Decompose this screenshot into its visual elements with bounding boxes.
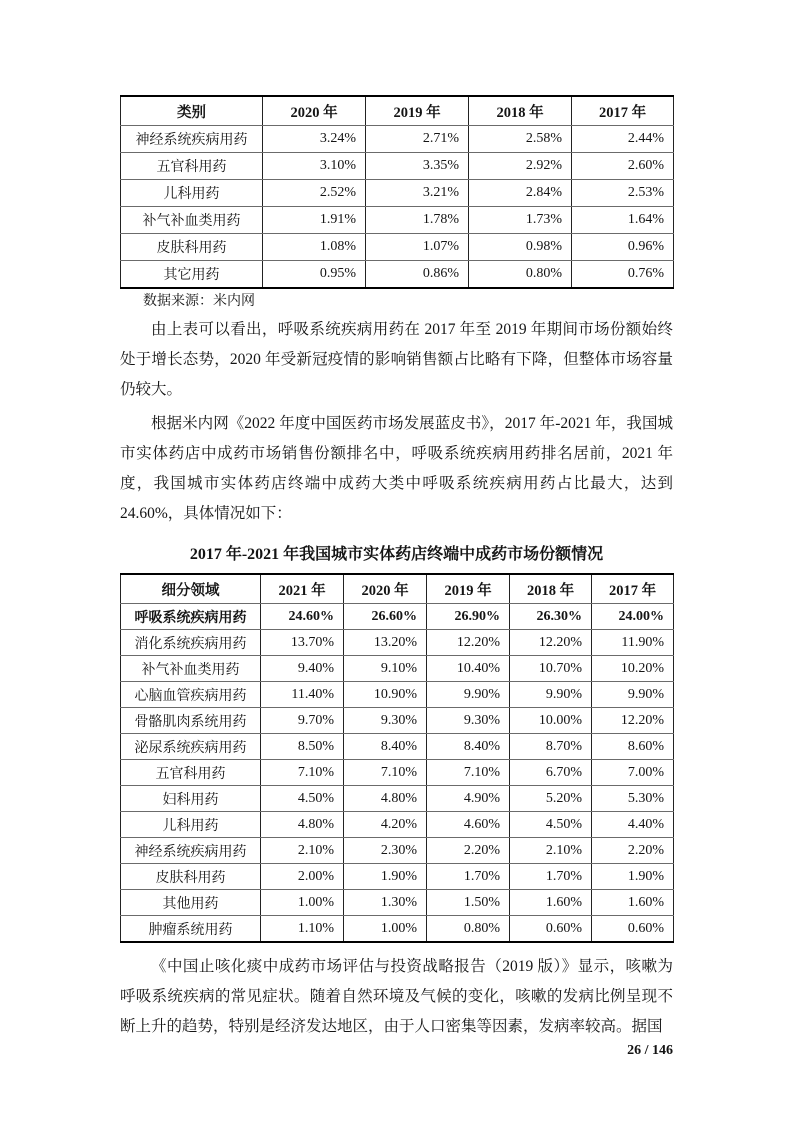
value-cell: 2.10% (261, 838, 344, 864)
value-cell: 12.20% (592, 708, 674, 734)
column-header: 细分领域 (121, 574, 261, 604)
value-cell: 7.10% (427, 760, 510, 786)
value-cell: 2.20% (427, 838, 510, 864)
category-cell: 其他用药 (121, 890, 261, 916)
value-cell: 4.60% (427, 812, 510, 838)
value-cell: 26.30% (510, 604, 592, 630)
category-cell: 儿科用药 (121, 180, 263, 207)
table-row (121, 126, 674, 153)
category-cell: 消化系统疾病用药 (121, 630, 261, 656)
value-cell: 2.60% (572, 153, 674, 180)
value-cell: 10.00% (510, 708, 592, 734)
value-cell: 1.30% (344, 890, 427, 916)
table-row (121, 153, 674, 180)
category-cell: 五官科用药 (121, 153, 263, 180)
value-cell: 1.90% (344, 864, 427, 890)
table-row (121, 180, 674, 207)
column-header: 2020 年 (344, 574, 427, 604)
table-row (121, 734, 674, 760)
body-paragraph-2: 根据米内网《2022 年度中国医药市场发展蓝皮书》，2017 年-2021 年，我国城市实体药店中成药市场销售份额排名中，呼吸系统疾病用药排名居前，2021 年度，我国城市实体药店终端中成药大类中呼吸系统疾病用药占比最大，达到 24.60%，具体情况如下： (120, 415, 673, 522)
data-source-note: 数据来源：米内网 (143, 294, 255, 309)
value-cell: 2.00% (261, 864, 344, 890)
table-header-row (121, 574, 674, 604)
table-row (121, 708, 674, 734)
value-cell: 1.70% (427, 864, 510, 890)
value-cell: 1.60% (510, 890, 592, 916)
value-cell: 2.92% (469, 153, 572, 180)
value-cell: 1.90% (592, 864, 674, 890)
column-header: 2021 年 (261, 574, 344, 604)
value-cell: 4.80% (344, 786, 427, 812)
value-cell: 2.53% (572, 180, 674, 207)
pharmacy-terminal-tcm-share-table (120, 573, 674, 943)
column-header: 2017 年 (592, 574, 674, 604)
value-cell: 0.98% (469, 234, 572, 261)
value-cell: 2.58% (469, 126, 572, 153)
table-row (121, 916, 674, 943)
value-cell: 1.00% (261, 890, 344, 916)
category-cell: 皮肤科用药 (121, 234, 263, 261)
value-cell: 0.76% (572, 261, 674, 289)
value-cell: 2.10% (510, 838, 592, 864)
column-header: 类别 (121, 96, 263, 126)
value-cell: 8.60% (592, 734, 674, 760)
body-paragraph-3: 《中国止咳化痰中成药市场评估与投资战略报告（2019 版）》显示，咳嗽为呼吸系统疾病的常见症状。随着自然环境及气候的变化，咳嗽的发病比例呈现不断上升的趋势，特别是经济发达地区，由于人口密集等因素，发病率较高。据国 (120, 958, 673, 1035)
column-header: 2018 年 (510, 574, 592, 604)
table-row (121, 890, 674, 916)
value-cell: 0.80% (427, 916, 510, 943)
value-cell: 7.10% (344, 760, 427, 786)
value-cell: 9.30% (344, 708, 427, 734)
category-cell: 心脑血管疾病用药 (121, 682, 261, 708)
table-header-row (121, 96, 674, 126)
value-cell: 3.35% (366, 153, 469, 180)
value-cell: 1.78% (366, 207, 469, 234)
value-cell: 0.60% (592, 916, 674, 943)
category-cell: 补气补血类用药 (121, 656, 261, 682)
value-cell: 7.00% (592, 760, 674, 786)
value-cell: 13.20% (344, 630, 427, 656)
table-row (121, 786, 674, 812)
value-cell: 0.60% (510, 916, 592, 943)
value-cell: 0.86% (366, 261, 469, 289)
value-cell: 2.84% (469, 180, 572, 207)
value-cell: 9.90% (592, 682, 674, 708)
category-cell: 泌尿系统疾病用药 (121, 734, 261, 760)
value-cell: 1.91% (263, 207, 366, 234)
category-cell: 骨骼肌肉系统用药 (121, 708, 261, 734)
value-cell: 3.10% (263, 153, 366, 180)
value-cell: 8.40% (427, 734, 510, 760)
value-cell: 0.95% (263, 261, 366, 289)
value-cell: 2.44% (572, 126, 674, 153)
value-cell: 9.30% (427, 708, 510, 734)
value-cell: 1.00% (344, 916, 427, 943)
value-cell: 0.80% (469, 261, 572, 289)
value-cell: 24.00% (592, 604, 674, 630)
body-paragraph-1: 由上表可以看出，呼吸系统疾病用药在 2017 年至 2019 年期间市场份额始终处于增长态势，2020 年受新冠疫情的影响销售额占比略有下降，但整体市场容量仍较大。 (120, 321, 673, 398)
value-cell: 7.10% (261, 760, 344, 786)
table-row (121, 234, 674, 261)
value-cell: 5.30% (592, 786, 674, 812)
category-cell: 呼吸系统疾病用药 (121, 604, 261, 630)
table-row (121, 682, 674, 708)
category-cell: 皮肤科用药 (121, 864, 261, 890)
value-cell: 1.10% (261, 916, 344, 943)
value-cell: 26.60% (344, 604, 427, 630)
value-cell: 26.90% (427, 604, 510, 630)
table-row (121, 207, 674, 234)
value-cell: 10.40% (427, 656, 510, 682)
value-cell: 8.50% (261, 734, 344, 760)
value-cell: 3.24% (263, 126, 366, 153)
value-cell: 12.20% (510, 630, 592, 656)
category-cell: 神经系统疾病用药 (121, 126, 263, 153)
table-row (121, 656, 674, 682)
category-cell: 妇科用药 (121, 786, 261, 812)
value-cell: 4.50% (261, 786, 344, 812)
value-cell: 4.80% (261, 812, 344, 838)
column-header: 2017 年 (572, 96, 674, 126)
value-cell: 10.70% (510, 656, 592, 682)
value-cell: 12.20% (427, 630, 510, 656)
value-cell: 6.70% (510, 760, 592, 786)
value-cell: 8.40% (344, 734, 427, 760)
value-cell: 9.40% (261, 656, 344, 682)
value-cell: 13.70% (261, 630, 344, 656)
value-cell: 11.90% (592, 630, 674, 656)
table-row (121, 760, 674, 786)
value-cell: 8.70% (510, 734, 592, 760)
value-cell: 2.30% (344, 838, 427, 864)
value-cell: 2.71% (366, 126, 469, 153)
value-cell: 24.60% (261, 604, 344, 630)
category-cell: 肿瘤系统用药 (121, 916, 261, 943)
value-cell: 2.52% (263, 180, 366, 207)
category-cell: 其它用药 (121, 261, 263, 289)
table-row (121, 604, 674, 630)
column-header: 2018 年 (469, 96, 572, 126)
value-cell: 1.50% (427, 890, 510, 916)
value-cell: 9.90% (427, 682, 510, 708)
value-cell: 1.08% (263, 234, 366, 261)
table-row (121, 630, 674, 656)
page-number: 26 / 146 (627, 1043, 673, 1058)
value-cell: 1.07% (366, 234, 469, 261)
value-cell: 3.21% (366, 180, 469, 207)
value-cell: 0.96% (572, 234, 674, 261)
value-cell: 2.20% (592, 838, 674, 864)
column-header: 2019 年 (366, 96, 469, 126)
value-cell: 1.73% (469, 207, 572, 234)
value-cell: 4.20% (344, 812, 427, 838)
value-cell: 9.10% (344, 656, 427, 682)
value-cell: 10.90% (344, 682, 427, 708)
value-cell: 4.40% (592, 812, 674, 838)
table-row (121, 261, 674, 289)
category-cell: 补气补血类用药 (121, 207, 263, 234)
category-cell: 神经系统疾病用药 (121, 838, 261, 864)
value-cell: 1.64% (572, 207, 674, 234)
value-cell: 10.20% (592, 656, 674, 682)
column-header: 2020 年 (263, 96, 366, 126)
table-row (121, 864, 674, 890)
column-header: 2019 年 (427, 574, 510, 604)
value-cell: 4.50% (510, 812, 592, 838)
category-cell: 五官科用药 (121, 760, 261, 786)
value-cell: 11.40% (261, 682, 344, 708)
category-cell: 儿科用药 (121, 812, 261, 838)
value-cell: 9.70% (261, 708, 344, 734)
value-cell: 4.90% (427, 786, 510, 812)
value-cell: 5.20% (510, 786, 592, 812)
table-row (121, 838, 674, 864)
table2-title: 2017 年-2021 年我国城市实体药店终端中成药市场份额情况 (189, 546, 604, 563)
drug-category-market-share-table (120, 95, 674, 289)
value-cell: 1.70% (510, 864, 592, 890)
table-row (121, 812, 674, 838)
value-cell: 9.90% (510, 682, 592, 708)
value-cell: 1.60% (592, 890, 674, 916)
